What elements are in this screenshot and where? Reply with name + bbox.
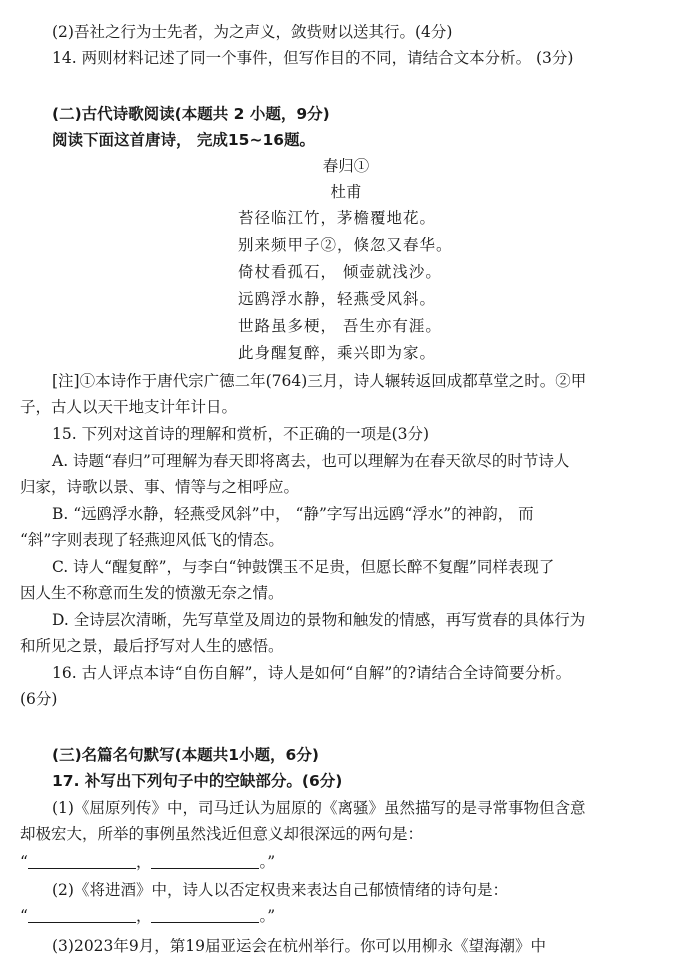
question-15: 15. 下列对这首诗的理解和赏析，不正确的一项是(3分) xyxy=(52,425,430,443)
item-1: (1)《屈原列传》中，司马迁认为屈原的《离骚》虽然描写的是寻常事物但含意 xyxy=(52,799,586,817)
item-2-answer-line: “ ， 。” xyxy=(20,907,276,925)
poem-note-cont: 子，古人以天干地支计年计日。 xyxy=(20,398,238,416)
poem-line: 倚杖看孤石， 倾壶就浅沙。 xyxy=(238,263,442,281)
poem-line: 此身醒复醉，乘兴即为家。 xyxy=(238,344,437,362)
option-b-cont: “斜”字则表现了轻燕迎风低飞的情态。 xyxy=(20,531,284,549)
item-1-cont: 却极宏大，所举的事例虽然浅近但意义却很深远的两句是： xyxy=(20,825,424,843)
question-16: 16. 古人评点本诗“自伤自解”，诗人是如何“自解”的?请结合全诗简要分析。 xyxy=(52,664,572,682)
answer-blank[interactable] xyxy=(28,908,136,923)
option-b: B. “远鸥浮水静，轻燕受风斜”中， “静”字写出远鸥“浮水”的神韵， 而 xyxy=(52,505,534,523)
section-2-heading: (二)古代诗歌阅读(本题共 2 小题，9分) xyxy=(52,105,330,123)
question-17: 17. 补写出下列句子中的空缺部分。(6分) xyxy=(52,772,343,790)
option-d: D. 全诗层次清晰，先写草堂及周边的景物和触发的情感，再写赏春的具体行为 xyxy=(52,611,586,629)
question-14: 14. 两则材料记述了同一个事件，但写作目的不同，请结合文本分析。 (3分) xyxy=(52,49,574,67)
answer-blank[interactable] xyxy=(28,854,136,869)
poem-line: 苔径临江竹，茅檐覆地花。 xyxy=(238,209,437,227)
item-2: (2)《将进酒》中，诗人以否定权贵来表达自己郁愤情绪的诗句是： xyxy=(52,881,508,899)
poem-author: 杜甫 xyxy=(330,183,362,201)
option-c-cont: 因人生不称意而生发的愤激无奈之情。 xyxy=(20,584,284,602)
section-2-instruction: 阅读下面这首唐诗， 完成15~16题。 xyxy=(52,131,316,149)
poem-line: 世路虽多梗， 吾生亦有涯。 xyxy=(238,317,442,335)
option-d-cont: 和所见之景，最后抒写对人生的感悟。 xyxy=(20,637,284,655)
option-c: C. 诗人“醒复醉”，与李白“钟鼓馔玉不足贵，但愿长醉不复醒”同样表现了 xyxy=(52,558,555,576)
answer-blank[interactable] xyxy=(151,854,259,869)
section-3-heading: (三)名篇名句默写(本题共1小题，6分) xyxy=(52,746,319,764)
poem-line: 远鸥浮水静，轻燕受风斜。 xyxy=(238,290,437,308)
answer-blank[interactable] xyxy=(151,908,259,923)
option-a-cont: 归家，诗歌以景、事、情等与之相呼应。 xyxy=(20,478,300,496)
question-13-2: (2)吾社之行为士先者，为之声义，敛赀财以送其行。(4分) xyxy=(52,23,453,41)
poem-note: [注]①本诗作于唐代宗广德二年(764)三月，诗人辗转返回成都草堂之时。②甲 xyxy=(52,372,587,390)
item-3: (3)2023年9月，第19届亚运会在杭州举行。你可以用柳永《望海潮》中 xyxy=(52,937,546,955)
option-a: A. 诗题“春归”可理解为春天即将离去，也可以理解为在春天欲尽的时节诗人 xyxy=(52,452,570,470)
poem-title: 春归① xyxy=(322,157,370,175)
question-16-cont: (6分) xyxy=(20,690,58,708)
item-1-answer-line: “ ， 。” xyxy=(20,853,276,871)
poem-line: 别来频甲子②，倏忽又春华。 xyxy=(238,236,453,254)
